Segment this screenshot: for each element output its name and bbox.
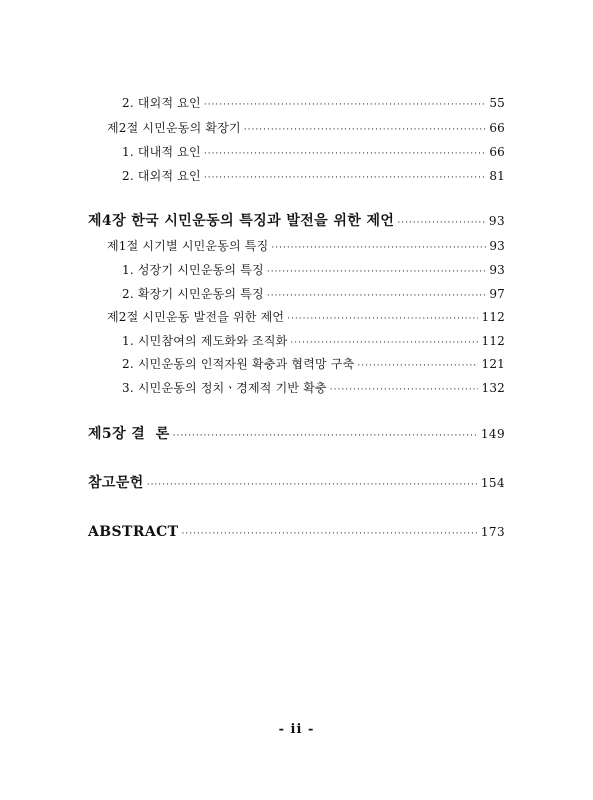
toc-entry-page: 66 [489,145,505,159]
toc-entry-page: 93 [489,239,505,253]
toc-entry-page: 112 [481,334,505,348]
leader-dots [244,122,487,138]
toc-entry-page: 66 [489,121,505,135]
leader-dots [173,428,478,444]
toc-entry [122,333,505,351]
leader-dots [204,170,486,186]
toc-entry-page: 55 [489,96,505,110]
toc-chapter-page: 149 [480,427,505,441]
toc-entry-label: 제1절 시기별 시민운동의 특징 [107,239,269,253]
leader-dots [290,335,478,351]
toc-chapter [88,213,505,231]
toc-entry [122,286,505,304]
toc-entry [122,262,505,280]
leader-dots [204,146,486,162]
toc-entry-page: 121 [481,357,505,371]
toc-entry-label: 2. 확장기 시민운동의 특징 [122,287,264,301]
leader-dots [287,311,478,327]
toc-entry-page: 132 [481,381,505,395]
toc-chapter [88,524,505,542]
toc-entry [122,95,505,113]
toc-entry-label: 2. 시민운동의 인적자원 확충과 협력망 구축 [122,357,355,371]
toc-entry-page: 93 [489,263,505,277]
toc-chapter-label: 제4장 한국 시민운동의 특징과 발전을 위한 제언 [88,213,395,229]
leader-dots [181,526,477,542]
toc-entry-label: 1. 시민참여의 제도화와 조직화 [122,334,288,348]
leader-dots [330,382,479,398]
page-number: - ii - [278,722,315,737]
toc-chapter-page: 154 [480,476,505,490]
leader-dots [397,215,486,231]
toc-chapter [88,475,505,493]
toc-entry [107,309,505,327]
toc-entry-page: 97 [489,287,505,301]
leader-dots [267,288,487,304]
toc-entry [122,380,505,398]
toc-entry [122,144,505,162]
toc-entry-label: 1. 대내적 요인 [122,145,201,159]
toc-chapter-page: 173 [480,525,505,539]
toc-entry [122,168,505,186]
toc-entry [122,356,505,374]
leader-dots [204,97,486,113]
toc-entry-page: 112 [481,310,505,324]
toc-chapter-label: 제5장 결 론 [88,426,170,442]
leader-dots [267,264,487,280]
toc-entry-page: 81 [489,169,505,183]
toc-chapter [88,426,505,444]
toc-entry-label: 1. 성장기 시민운동의 특징 [122,263,264,277]
toc-entry-label: 제2절 시민운동 발전을 위한 제언 [107,310,285,324]
leader-dots [271,240,486,256]
toc-chapter-page: 93 [488,214,505,228]
leader-dots [357,358,478,374]
toc-entry-label: 2. 대외적 요인 [122,169,201,183]
toc-chapter-label: ABSTRACT [88,524,179,540]
toc-entry-label: 3. 시민운동의 정치ㆍ경제적 기반 확충 [122,381,327,395]
toc-entry-label: 2. 대외적 요인 [122,96,201,110]
toc-entry [107,120,505,138]
toc-entry-label: 제2절 시민운동의 확장기 [107,121,241,135]
toc-entry [107,238,505,256]
leader-dots [147,477,478,493]
toc-chapter-label: 참고문헌 [88,475,144,491]
